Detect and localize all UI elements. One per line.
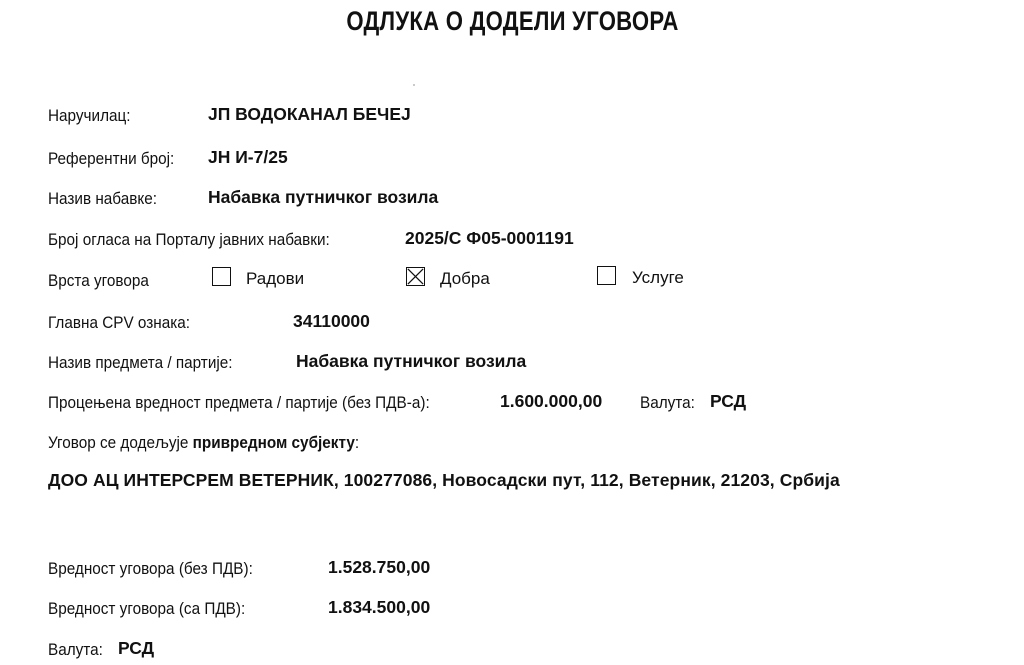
estimated-currency-value: РСД bbox=[710, 391, 747, 411]
portal-notice-label: Број огласа на Порталу јавних набавки: bbox=[48, 230, 330, 249]
goods-option-label: Добра bbox=[440, 269, 490, 288]
currency-label: Валута: bbox=[48, 640, 103, 659]
checkbox-cross-icon bbox=[407, 268, 424, 285]
contracting-authority-value: ЈП ВОДОКАНАЛ БЕЧЕЈ bbox=[208, 104, 411, 124]
subject-name-value: Набавка путничког возила bbox=[296, 351, 527, 371]
contract-value-vat-amount: 1.834.500,00 bbox=[328, 597, 431, 617]
estimated-value-amount: 1.600.000,00 bbox=[500, 391, 603, 411]
reference-number-value: ЈН И-7/25 bbox=[208, 147, 288, 167]
scan-speck bbox=[413, 84, 415, 86]
portal-notice-value: 2025/С Ф05-0001191 bbox=[405, 228, 574, 248]
cpv-label: Главна CPV ознака: bbox=[48, 313, 191, 332]
services-option-label: Услуге bbox=[632, 268, 684, 287]
works-option-label: Радови bbox=[246, 269, 305, 288]
contracting-authority-label: Наручилац: bbox=[48, 106, 131, 125]
estimated-value-label: Процењена вредност предмета / партије (без ПДВ-а): bbox=[48, 393, 430, 412]
estimated-currency-label: Валута: bbox=[640, 393, 695, 412]
awarded-to-line bbox=[48, 433, 359, 453]
procurement-name-value: Набавка путничког возила bbox=[208, 187, 439, 207]
procurement-name-label: Назив набавке: bbox=[48, 189, 157, 208]
contract-value-no-vat-label: Вредност уговора (без ПДВ): bbox=[48, 559, 253, 578]
services-checkbox[interactable] bbox=[597, 266, 616, 285]
contract-type-label: Врста уговора bbox=[48, 271, 149, 290]
subject-name-label: Назив предмета / партије: bbox=[48, 353, 233, 372]
supplier-details: ДОО АЦ ИНТЕРСРЕМ ВЕТЕРНИК, 100277086, Новосадски пут, 112, Ветерник, 21203, Србија bbox=[48, 470, 840, 490]
contract-value-vat-label: Вредност уговора (са ПДВ): bbox=[48, 599, 246, 618]
document-title: ОДЛУКА О ДОДЕЛИ УГОВОРА bbox=[346, 6, 679, 36]
awarded-to-suffix: : bbox=[354, 433, 360, 452]
currency-value: РСД bbox=[118, 638, 155, 658]
cpv-value: 34110000 bbox=[293, 311, 370, 331]
contract-value-no-vat-amount: 1.528.750,00 bbox=[328, 557, 431, 577]
works-checkbox[interactable] bbox=[212, 267, 231, 286]
goods-checkbox[interactable] bbox=[406, 267, 425, 286]
reference-number-label: Референтни број: bbox=[48, 149, 175, 168]
awarded-to-bold: привредном субјекту bbox=[192, 433, 355, 452]
awarded-to-prefix: Уговор се додељује bbox=[48, 433, 193, 452]
